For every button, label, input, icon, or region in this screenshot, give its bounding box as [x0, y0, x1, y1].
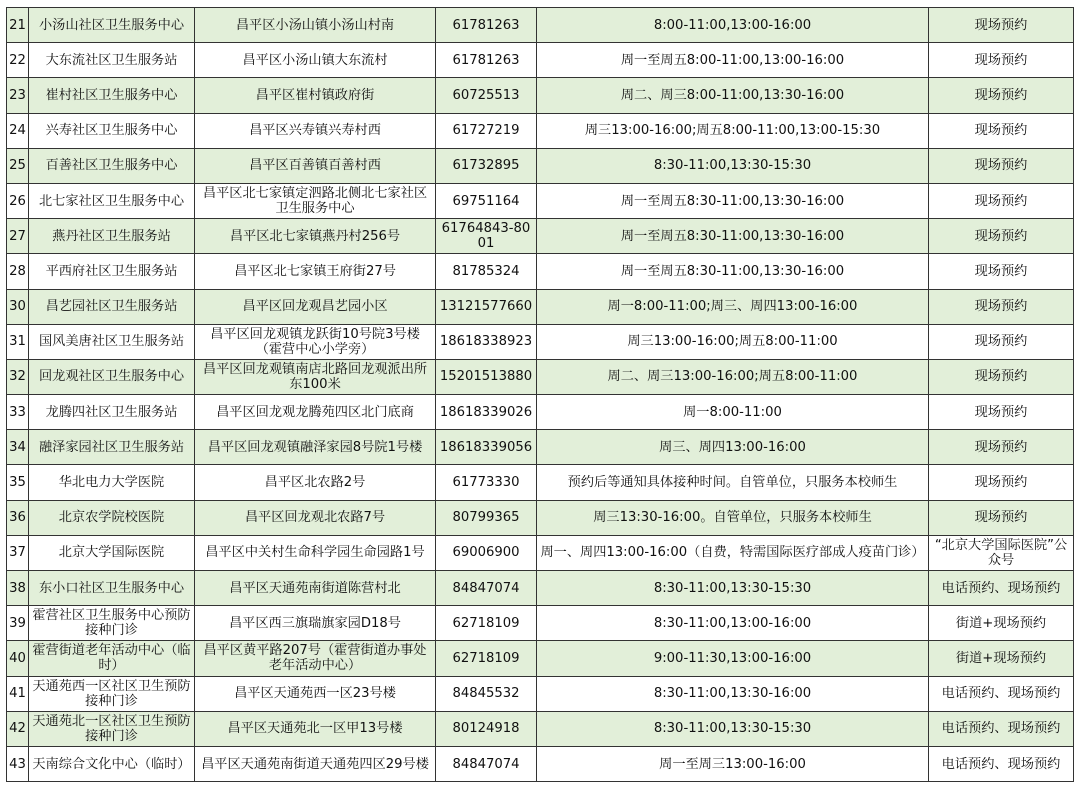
booking-method: 现场预约 [929, 148, 1074, 183]
site-phone: 80124918 [436, 711, 537, 746]
site-name: 融泽家园社区卫生服务站 [29, 430, 195, 465]
row-number: 41 [7, 676, 29, 711]
site-address: 昌平区北七家镇燕丹村256号 [195, 219, 436, 254]
service-hours: 周三13:00-16:00;周五8:00-11:00 [537, 324, 929, 359]
site-name: 兴寿社区卫生服务中心 [29, 113, 195, 148]
service-hours: 周一、周四13:00-16:00（自费，特需国际医疗部成人疫苗门诊） [537, 535, 929, 570]
vaccination-sites-table [6, 7, 1074, 782]
site-phone: 62718109 [436, 641, 537, 676]
table-row [7, 219, 1074, 254]
booking-method: 现场预约 [929, 183, 1074, 218]
service-hours: 周一至周五8:30-11:00,13:30-16:00 [537, 183, 929, 218]
site-phone: 60725513 [436, 78, 537, 113]
booking-method: 街道+现场预约 [929, 641, 1074, 676]
row-number: 22 [7, 43, 29, 78]
service-hours: 8:30-11:00,13:00-16:00 [537, 606, 929, 641]
table-row [7, 113, 1074, 148]
table-row [7, 606, 1074, 641]
row-number: 43 [7, 746, 29, 781]
service-hours: 预约后等通知具体接种时间。自管单位，只服务本校师生 [537, 465, 929, 500]
site-phone: 61727219 [436, 113, 537, 148]
site-phone: 61732895 [436, 148, 537, 183]
booking-method: 现场预约 [929, 359, 1074, 394]
service-hours: 周一至周五8:30-11:00,13:30-16:00 [537, 254, 929, 289]
booking-method: 现场预约 [929, 254, 1074, 289]
table-row [7, 43, 1074, 78]
table-row [7, 571, 1074, 606]
table-row [7, 8, 1074, 43]
row-number: 25 [7, 148, 29, 183]
site-address: 昌平区崔村镇政府街 [195, 78, 436, 113]
site-name: 天通苑西一区社区卫生预防接种门诊 [29, 676, 195, 711]
site-address: 昌平区西三旗瑞旗家园D18号 [195, 606, 436, 641]
site-name: 平西府社区卫生服务站 [29, 254, 195, 289]
table-row [7, 711, 1074, 746]
service-hours: 周二、周三13:00-16:00;周五8:00-11:00 [537, 359, 929, 394]
site-address: 昌平区小汤山镇大东流村 [195, 43, 436, 78]
service-hours: 周二、周三8:00-11:00,13:30-16:00 [537, 78, 929, 113]
booking-method: 现场预约 [929, 324, 1074, 359]
table-row [7, 746, 1074, 781]
site-phone: 15201513880 [436, 359, 537, 394]
site-name: 百善社区卫生服务中心 [29, 148, 195, 183]
site-address: 昌平区北七家镇王府街27号 [195, 254, 436, 289]
site-phone: 18618338923 [436, 324, 537, 359]
site-name: 龙腾四社区卫生服务站 [29, 395, 195, 430]
site-address: 昌平区小汤山镇小汤山村南 [195, 8, 436, 43]
service-hours: 8:30-11:00,13:30-15:30 [537, 148, 929, 183]
service-hours: 周一8:00-11:00 [537, 395, 929, 430]
row-number: 33 [7, 395, 29, 430]
site-name: 大东流社区卫生服务站 [29, 43, 195, 78]
site-address: 昌平区回龙观北农路7号 [195, 500, 436, 535]
table-row [7, 148, 1074, 183]
service-hours: 周三13:00-16:00;周五8:00-11:00,13:00-15:30 [537, 113, 929, 148]
site-address: 昌平区回龙观镇南店北路回龙观派出所东100米 [195, 359, 436, 394]
service-hours: 9:00-11:30,13:00-16:00 [537, 641, 929, 676]
site-name: 北七家社区卫生服务中心 [29, 183, 195, 218]
site-address: 昌平区天通苑南街道陈营村北 [195, 571, 436, 606]
site-address: 昌平区黄平路207号（霍营街道办事处老年活动中心） [195, 641, 436, 676]
row-number: 31 [7, 324, 29, 359]
site-address: 昌平区百善镇百善村西 [195, 148, 436, 183]
table-row [7, 254, 1074, 289]
site-phone: 61773330 [436, 465, 537, 500]
site-phone: 84845532 [436, 676, 537, 711]
site-phone: 18618339026 [436, 395, 537, 430]
booking-method: 街道+现场预约 [929, 606, 1074, 641]
service-hours: 周一至周五8:00-11:00,13:00-16:00 [537, 43, 929, 78]
table-row [7, 78, 1074, 113]
row-number: 27 [7, 219, 29, 254]
site-phone: 84847074 [436, 746, 537, 781]
site-phone: 81785324 [436, 254, 537, 289]
table-row [7, 535, 1074, 570]
table-row [7, 324, 1074, 359]
site-phone: 69006900 [436, 535, 537, 570]
site-name: 北京大学国际医院 [29, 535, 195, 570]
row-number: 39 [7, 606, 29, 641]
site-phone: 84847074 [436, 571, 537, 606]
site-phone: 18618339056 [436, 430, 537, 465]
site-address: 昌平区兴寿镇兴寿村西 [195, 113, 436, 148]
service-hours: 周三13:30-16:00。自管单位，只服务本校师生 [537, 500, 929, 535]
row-number: 36 [7, 500, 29, 535]
service-hours: 8:30-11:00,13:30-15:30 [537, 711, 929, 746]
service-hours: 8:30-11:00,13:30-16:00 [537, 676, 929, 711]
site-address: 昌平区天通苑北一区甲13号楼 [195, 711, 436, 746]
row-number: 35 [7, 465, 29, 500]
row-number: 21 [7, 8, 29, 43]
table-row [7, 359, 1074, 394]
table-row [7, 641, 1074, 676]
site-name: 天南综合文化中心（临时） [29, 746, 195, 781]
booking-method: 电话预约、现场预约 [929, 676, 1074, 711]
service-hours: 周一至周三13:00-16:00 [537, 746, 929, 781]
service-hours: 8:30-11:00,13:30-15:30 [537, 571, 929, 606]
site-phone: 62718109 [436, 606, 537, 641]
site-name: 回龙观社区卫生服务中心 [29, 359, 195, 394]
row-number: 30 [7, 289, 29, 324]
row-number: 28 [7, 254, 29, 289]
table-row [7, 289, 1074, 324]
site-phone: 61764843-8001 [436, 219, 537, 254]
booking-method: 电话预约、现场预约 [929, 571, 1074, 606]
site-phone: 69751164 [436, 183, 537, 218]
table-row [7, 395, 1074, 430]
booking-method: 现场预约 [929, 500, 1074, 535]
site-phone: 61781263 [436, 43, 537, 78]
row-number: 40 [7, 641, 29, 676]
site-name: 霍营街道老年活动中心（临时） [29, 641, 195, 676]
site-phone: 80799365 [436, 500, 537, 535]
table-row [7, 430, 1074, 465]
site-name: 华北电力大学医院 [29, 465, 195, 500]
table-row [7, 183, 1074, 218]
site-name: 天通苑北一区社区卫生预防接种门诊 [29, 711, 195, 746]
table-row [7, 500, 1074, 535]
booking-method: 电话预约、现场预约 [929, 746, 1074, 781]
row-number: 23 [7, 78, 29, 113]
row-number: 34 [7, 430, 29, 465]
row-number: 37 [7, 535, 29, 570]
service-hours: 周三、周四13:00-16:00 [537, 430, 929, 465]
booking-method: 电话预约、现场预约 [929, 711, 1074, 746]
site-address: 昌平区回龙观镇融泽家园8号院1号楼 [195, 430, 436, 465]
booking-method: 现场预约 [929, 289, 1074, 324]
row-number: 32 [7, 359, 29, 394]
site-address: 昌平区北七家镇定泗路北侧北七家社区卫生服务中心 [195, 183, 436, 218]
booking-method: 现场预约 [929, 465, 1074, 500]
site-address: 昌平区北农路2号 [195, 465, 436, 500]
site-phone: 13121577660 [436, 289, 537, 324]
site-name: 燕丹社区卫生服务站 [29, 219, 195, 254]
site-name: 北京农学院校医院 [29, 500, 195, 535]
site-address: 昌平区天通苑南街道天通苑四区29号楼 [195, 746, 436, 781]
table-row [7, 465, 1074, 500]
booking-method: “北京大学国际医院”公众号 [929, 535, 1074, 570]
row-number: 26 [7, 183, 29, 218]
site-address: 昌平区回龙观昌艺园小区 [195, 289, 436, 324]
booking-method: 现场预约 [929, 78, 1074, 113]
booking-method: 现场预约 [929, 8, 1074, 43]
site-name: 霍营社区卫生服务中心预防接种门诊 [29, 606, 195, 641]
site-address: 昌平区天通苑西一区23号楼 [195, 676, 436, 711]
service-hours: 周一8:00-11:00;周三、周四13:00-16:00 [537, 289, 929, 324]
site-phone: 61781263 [436, 8, 537, 43]
booking-method: 现场预约 [929, 430, 1074, 465]
site-name: 国风美唐社区卫生服务站 [29, 324, 195, 359]
row-number: 24 [7, 113, 29, 148]
site-address: 昌平区回龙观龙腾苑四区北门底商 [195, 395, 436, 430]
site-name: 小汤山社区卫生服务中心 [29, 8, 195, 43]
site-address: 昌平区回龙观镇龙跃街10号院3号楼（霍营中心小学旁） [195, 324, 436, 359]
booking-method: 现场预约 [929, 395, 1074, 430]
site-name: 昌艺园社区卫生服务站 [29, 289, 195, 324]
service-hours: 8:00-11:00,13:00-16:00 [537, 8, 929, 43]
site-name: 崔村社区卫生服务中心 [29, 78, 195, 113]
row-number: 42 [7, 711, 29, 746]
booking-method: 现场预约 [929, 219, 1074, 254]
site-name: 东小口社区卫生服务中心 [29, 571, 195, 606]
table-body [7, 8, 1074, 782]
row-number: 38 [7, 571, 29, 606]
table-row [7, 676, 1074, 711]
booking-method: 现场预约 [929, 113, 1074, 148]
booking-method: 现场预约 [929, 43, 1074, 78]
service-hours: 周一至周五8:30-11:00,13:30-16:00 [537, 219, 929, 254]
site-address: 昌平区中关村生命科学园生命园路1号 [195, 535, 436, 570]
